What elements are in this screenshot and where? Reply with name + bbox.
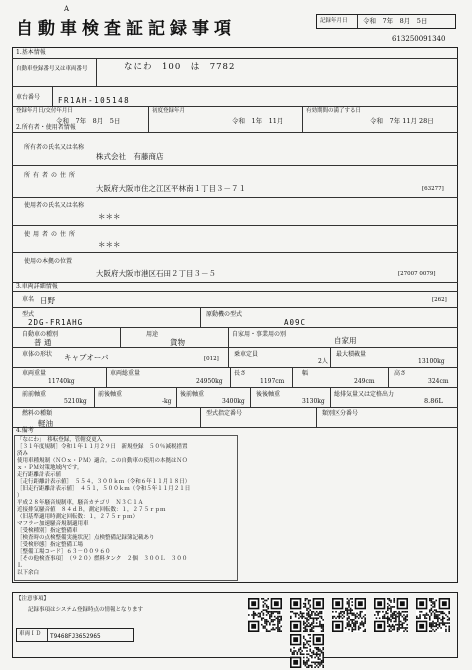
chassis-label: 車台番号 xyxy=(16,94,41,101)
use-label: 用途 xyxy=(146,331,159,338)
section-vehicle: 3.車両詳細情報 xyxy=(16,283,58,290)
remarks-line: ［整備工場コード］６３－００９６０ xyxy=(17,549,111,555)
front-rear-axle-label: 前後軸重 xyxy=(98,391,123,398)
owner-name-value: 株式会社 有藤商店 xyxy=(96,152,164,161)
vehicle-id-label: 車両ＩＤ xyxy=(19,631,42,637)
business-value: 自家用 xyxy=(334,336,357,345)
base-location-value: 大阪府大阪市港区石田２丁目３－５ xyxy=(96,269,216,278)
record-date-value: 令和 7年 8月 5日 xyxy=(363,17,428,25)
user-address-value: ＊＊＊ xyxy=(98,240,121,249)
qr-code-1-icon xyxy=(248,598,282,632)
kind-value: 普 通 xyxy=(34,338,52,347)
width-label: 幅 xyxy=(302,370,309,377)
model-number-label: 型式指定番号 xyxy=(206,410,243,417)
remarks-line: マフラー加速騒音規制適用車 xyxy=(17,521,89,527)
max-load-value: 13100kg xyxy=(418,358,445,365)
corner-mark: A xyxy=(64,5,70,13)
section-remarks: 4.備考 xyxy=(16,427,34,434)
section-owner: 2.所有者・使用者情報 xyxy=(16,124,76,131)
height-value: 324cm xyxy=(428,378,449,385)
remarks-line: ［受検種別］指定整備車 xyxy=(17,528,78,534)
vehicle-id-value: T9468FJ3652965 xyxy=(50,633,101,640)
owner-address-label: 所有者の住所 xyxy=(24,172,79,179)
maker-value: 日野 xyxy=(40,296,55,305)
remarks-line: 「なにわ」 移転登録，管轄変更入 xyxy=(17,437,103,443)
front-rear-axle-value: -kg xyxy=(162,398,172,405)
remarks-line: 使用車種規制（ＮＯｘ・ＰＭ）適合。この自動車の使用の本拠はＮＯ xyxy=(17,458,188,464)
user-name-value: ＊＊＊ xyxy=(98,212,121,221)
user-address-label: 使用者の住所 xyxy=(24,231,79,238)
remarks-line: ［検査時の点検整備実施状況］点検整備記録簿記載あり xyxy=(17,535,155,541)
fuel-value: 軽油 xyxy=(38,419,53,428)
expiry-value: 令和 7年 11月 28日 xyxy=(370,117,434,125)
gross-label: 車両総重量 xyxy=(110,370,141,377)
first-reg-label: 初度登録年月 xyxy=(152,108,186,114)
record-date-label: 記録年月日 xyxy=(320,18,348,24)
remarks-line: ｘ・ＰＭ対策地域内です。 xyxy=(17,465,83,471)
category-label: 類別区分番号 xyxy=(322,410,359,417)
owner-name-label: 所有者の氏名又は名称 xyxy=(24,144,85,151)
rear-rear-axle-value: 3130kg xyxy=(302,398,325,405)
chassis-value: FR1AH-105148 xyxy=(58,96,131,105)
remarks-line: ［走行距離計表示値］ ５５４，３００ｋｍ（令和６年１１月１８日） xyxy=(17,479,191,485)
qr-code-3-icon xyxy=(332,598,366,632)
height-label: 高さ xyxy=(394,370,407,377)
maker-label: 車名 xyxy=(22,296,35,303)
document-number: 613250091340 xyxy=(392,35,446,43)
base-location-label: 使用の本拠の位置 xyxy=(24,258,73,265)
weight-value: 11740kg xyxy=(48,378,75,385)
notice-title: 【注意事項】 xyxy=(16,596,50,602)
length-label: 長さ xyxy=(234,370,247,377)
remarks-line: ［受検形態］指定整備工場 xyxy=(17,542,84,548)
remarks-line: 走行距離計表示値 xyxy=(17,472,62,478)
engine-value: A09C xyxy=(284,318,307,327)
capacity-value: 2人 xyxy=(318,358,328,365)
gross-value: 24950kg xyxy=(196,378,223,385)
remarks-line: 近接排気騒音値 ８４ｄＢ，測定回転数：１，２７５ｒｐｍ xyxy=(17,507,166,513)
reg-date-value: 令和 7年 8月 5日 xyxy=(56,117,121,125)
max-load-label: 最大積載量 xyxy=(336,351,367,358)
reg-number-value: なにわ 100 は 7782 xyxy=(124,62,236,72)
capacity-label: 乗車定員 xyxy=(234,351,259,358)
qr-code-5-icon xyxy=(416,598,450,632)
qr-code-4-icon xyxy=(374,598,408,632)
rear-front-axle-value: 3400kg xyxy=(222,398,245,405)
user-name-label: 使用者の氏名又は名称 xyxy=(24,202,85,209)
remarks-line: （旧基準適用時測定回転数：１，２７５ｒｐｍ） xyxy=(17,514,139,520)
section-basic: 1.基本情報 xyxy=(16,49,46,56)
notice-text: 記録事項はシステム登録時点の情報となります xyxy=(28,607,143,613)
rear-front-axle-label: 後前軸重 xyxy=(180,391,205,398)
body-label: 車体の形状 xyxy=(22,351,53,358)
reg-number-label: 自動車登録番号又は車両番号 xyxy=(16,66,88,72)
use-value: 貨物 xyxy=(170,338,185,347)
remarks-text xyxy=(17,437,239,577)
owner-address-code: [63277] xyxy=(422,186,444,192)
remarks-line: 平成２８年騒音規制車，騒音カテゴリ Ｎ３Ｃ１Ａ xyxy=(17,500,144,506)
record-date-box xyxy=(316,14,456,29)
qr-code-2-icon xyxy=(290,598,324,632)
front-front-axle-value: 5210kg xyxy=(64,398,87,405)
kind-label: 自動車の種別 xyxy=(22,331,59,338)
remarks-line: 済み xyxy=(17,451,29,457)
first-reg-value: 令和 1年 11月 xyxy=(232,117,284,125)
remarks-line: Ｌ xyxy=(17,563,23,569)
displacement-label: 総排気量又は定格出力 xyxy=(334,391,395,398)
remarks-line: ［その他検査事項］ （９２０）燃料タンク ２個 ３００Ｌ ３００ xyxy=(17,556,188,562)
remarks-line: 以下余白 xyxy=(17,570,40,576)
model-label: 型式 xyxy=(22,311,35,318)
width-value: 249cm xyxy=(354,378,375,385)
qr-code-6-icon xyxy=(290,634,324,668)
remarks-line: ［３１年度規制］令和１年１１月２９日 新規登録 ５０％減税措置 xyxy=(17,444,188,450)
document-title: 自動車検査証記録事項 xyxy=(16,19,236,39)
engine-label: 原動機の型式 xyxy=(206,311,243,318)
front-front-axle-label: 前前軸重 xyxy=(22,391,47,398)
weight-label: 車両重量 xyxy=(22,370,47,377)
remarks-line: ） xyxy=(17,493,23,499)
reg-date-label: 登録年月日/交付年月日 xyxy=(16,108,73,114)
body-code: [012] xyxy=(204,356,219,362)
length-value: 1197cm xyxy=(260,378,285,385)
base-location-code: [27007 0079] xyxy=(398,271,436,277)
displacement-value: 8.86L xyxy=(424,397,443,405)
expiry-label: 有効期間の満了する日 xyxy=(306,108,362,114)
owner-address-value: 大阪府大阪市住之江区平林南１丁目３－７１ xyxy=(96,184,246,193)
business-label: 自家用・事業用の別 xyxy=(232,331,287,338)
maker-code: [262] xyxy=(432,297,447,303)
body-value: キャブオーバ xyxy=(64,353,109,362)
rear-rear-axle-label: 後後軸重 xyxy=(256,391,281,398)
model-value: 2DG-FR1AHG xyxy=(28,318,84,327)
fuel-label: 燃料の種類 xyxy=(22,410,53,417)
remarks-line: ［旧走行距離計表示値］ ４５１，５００ｋｍ（令和５年１１月２１日 xyxy=(17,486,191,492)
